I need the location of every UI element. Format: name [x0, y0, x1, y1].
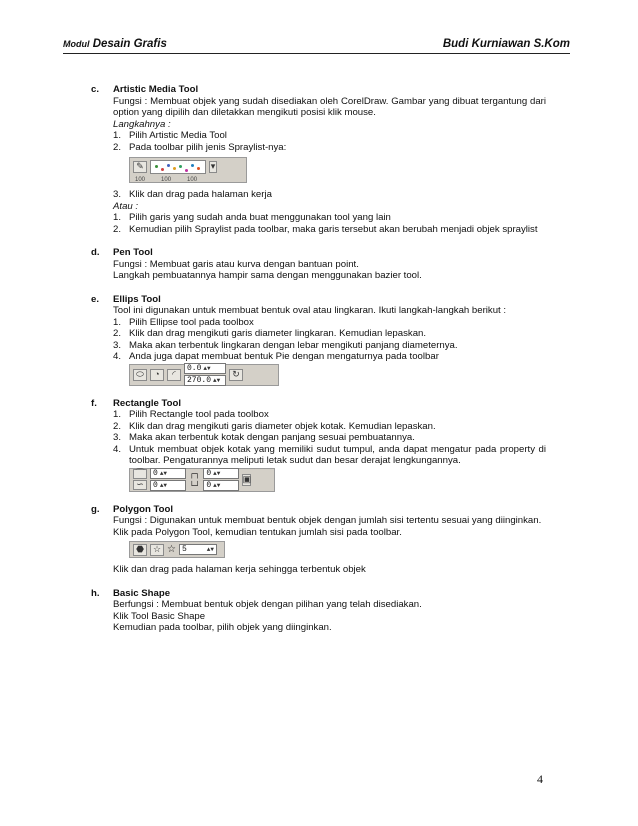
spraylist-preview[interactable]	[150, 160, 206, 174]
page-header	[63, 36, 570, 56]
section-line: Klik pada Polygon Tool, kemudian tentukan jumlah sisi pada toolbar.	[113, 526, 402, 538]
section-title: Ellips Tool	[113, 293, 161, 305]
list-item: 1. Pilih Ellipse tool pada toolbox	[113, 316, 254, 328]
header-author: Budi Kurniawan S.Kom	[442, 38, 570, 50]
list-item: 2. Klik dan drag mengikuti garis diameter lingkaran. Kemudian lepaskan.	[113, 328, 427, 339]
section-letter: e.	[91, 293, 100, 305]
list-item: 1. Pilih Rectangle tool pada toolbox	[113, 409, 269, 420]
direction-toggle-icon[interactable]: ↻	[229, 369, 243, 381]
steps-list	[113, 130, 546, 153]
steps-list	[113, 212, 546, 235]
start-angle-field[interactable]: 0.0 ▲▼	[184, 363, 226, 374]
section-line: Klik dan drag pada halaman kerja sehingga terbentuk objek	[113, 564, 366, 575]
section-line: Klik Tool Basic Shape	[113, 610, 206, 622]
section-letter: g.	[91, 503, 100, 515]
end-angle-field[interactable]: 270.0 ▲▼	[184, 375, 226, 386]
section-polygon-tool	[91, 504, 546, 576]
section-letter: h.	[91, 587, 100, 599]
corner-scallop-icon[interactable]: ∽	[133, 480, 147, 490]
section-pen-tool	[91, 247, 546, 282]
header-rule	[63, 53, 570, 54]
section-letter: c.	[91, 84, 100, 95]
polygon-sides-field[interactable]: 5 ▲▼	[179, 544, 217, 555]
section-line: Langkah pembuatannya hampir sama dengan menggunakan bazier tool.	[113, 270, 422, 281]
star-sides-icon: ☆	[167, 543, 176, 555]
pie-icon[interactable]: ◔	[150, 369, 164, 381]
list-item: 2. Kemudian pilih Spraylist pada toolbar, maka garis tersebut akan berubah menjadi objek spraylist	[113, 223, 538, 235]
polygon-icon[interactable]: ⬣	[133, 544, 147, 556]
page-content	[91, 84, 546, 646]
corner-top-left-field[interactable]: 0 ▲▼	[150, 468, 186, 479]
corner-round-icon[interactable]: ⌒	[133, 469, 147, 479]
section-line: Berfungsi : Membuat bentuk objek dengan pilihan yang telah disediakan.	[113, 599, 422, 610]
section-title: Rectangle Tool	[113, 397, 182, 409]
section-description: Fungsi : Digunakan untuk membuat bentuk objek dengan jumlah sisi tertentu sesuai yang diinginkan.	[113, 515, 542, 526]
section-ellips-tool	[91, 294, 546, 386]
spraylist-toolbar	[129, 157, 247, 183]
steps-list	[113, 317, 546, 363]
section-title: Basic Shape	[113, 587, 171, 599]
ellipse-toolbar	[129, 364, 279, 386]
toolbar-ticks: 100 100 100	[135, 177, 198, 183]
polygon-toolbar	[129, 541, 225, 558]
corner-bottom-left-field[interactable]: 0 ▲▼	[150, 480, 186, 491]
list-item: 1. Pilih garis yang sudah anda buat menggunakan tool yang lain	[113, 212, 391, 223]
corner-bottom-right-field[interactable]: 0 ▲▼	[203, 480, 239, 491]
arc-icon[interactable]: ◜	[167, 369, 181, 381]
list-item: 3. Klik dan drag pada halaman kerja	[113, 189, 272, 200]
section-description: Tool ini digunakan untuk membuat bentuk oval atau lingkaran. Ikuti langkah-langkah berikut :	[113, 305, 507, 316]
steps-list	[113, 189, 546, 201]
chevron-down-icon[interactable]: ▾	[210, 161, 216, 172]
list-item: 3. Maka akan terbentuk kotak dengan panjang sesuai pembuatannya.	[113, 432, 415, 443]
lock-icon[interactable]: ▣	[242, 473, 252, 484]
corner-bottom-icon: └┘	[189, 481, 201, 490]
section-letter: f.	[91, 397, 97, 409]
section-artistic-media-tool	[91, 84, 546, 235]
steps-label: Langkahnya :	[113, 118, 171, 130]
section-basic-shape	[91, 588, 546, 634]
section-line: Fungsi : Membuat garis atau kurva dengan bantuan point.	[113, 258, 359, 270]
list-item: 4. Untuk membuat objek kotak yang memiliki sudut tumpul, anda dapat mengatur pada property di toolbar. Pengaturannya meliputi letak sudut dan besar derajat lengkungannya.	[113, 443, 546, 466]
page-number: 4	[537, 772, 543, 786]
section-description: Fungsi : Membuat objek yang sudah disediakan oleh CorelDraw. Gambar yang dibuat tergantung dari option yang dipilih dan diletakkan mengikuti posisi klik mouse.	[113, 95, 546, 118]
corner-top-icon: ┌┐	[189, 468, 201, 478]
steps-list	[113, 409, 546, 467]
header-module-name: Desain Grafis	[92, 38, 167, 50]
section-title: Pen Tool	[113, 247, 153, 258]
section-title: Artistic Media Tool	[113, 84, 199, 95]
ellipse-icon[interactable]: ⬭	[133, 369, 147, 381]
section-rectangle-tool	[91, 398, 546, 492]
list-item: 1. Pilih Artistic Media Tool	[113, 130, 227, 141]
star-icon[interactable]: ☆	[150, 544, 164, 556]
list-item: 2. Klik dan drag mengikuti garis diameter objek kotak. Kemudian lepaskan.	[113, 420, 436, 432]
header-module-label: Modul	[63, 39, 90, 49]
alternative-label: Atau :	[113, 200, 139, 212]
section-title: Polygon Tool	[113, 503, 174, 515]
header-module-title	[63, 38, 167, 50]
list-item: 3. Maka akan terbentuk lingkaran dengan lebar mengikuti panjang diameternya.	[113, 339, 458, 351]
corner-top-right-field[interactable]: 0 ▲▼	[203, 468, 239, 479]
section-line: Kemudian pada toolbar, pilih objek yang diinginkan.	[113, 622, 332, 633]
list-item: 4. Anda juga dapat membuat bentuk Pie dengan mengaturnya pada toolbar	[113, 351, 439, 362]
brush-icon[interactable]: ✎	[133, 161, 147, 173]
section-letter: d.	[91, 247, 100, 258]
list-item: 2. Pada toolbar pilih jenis Spraylist-nya:	[113, 141, 287, 153]
rectangle-corner-toolbar	[129, 468, 275, 492]
